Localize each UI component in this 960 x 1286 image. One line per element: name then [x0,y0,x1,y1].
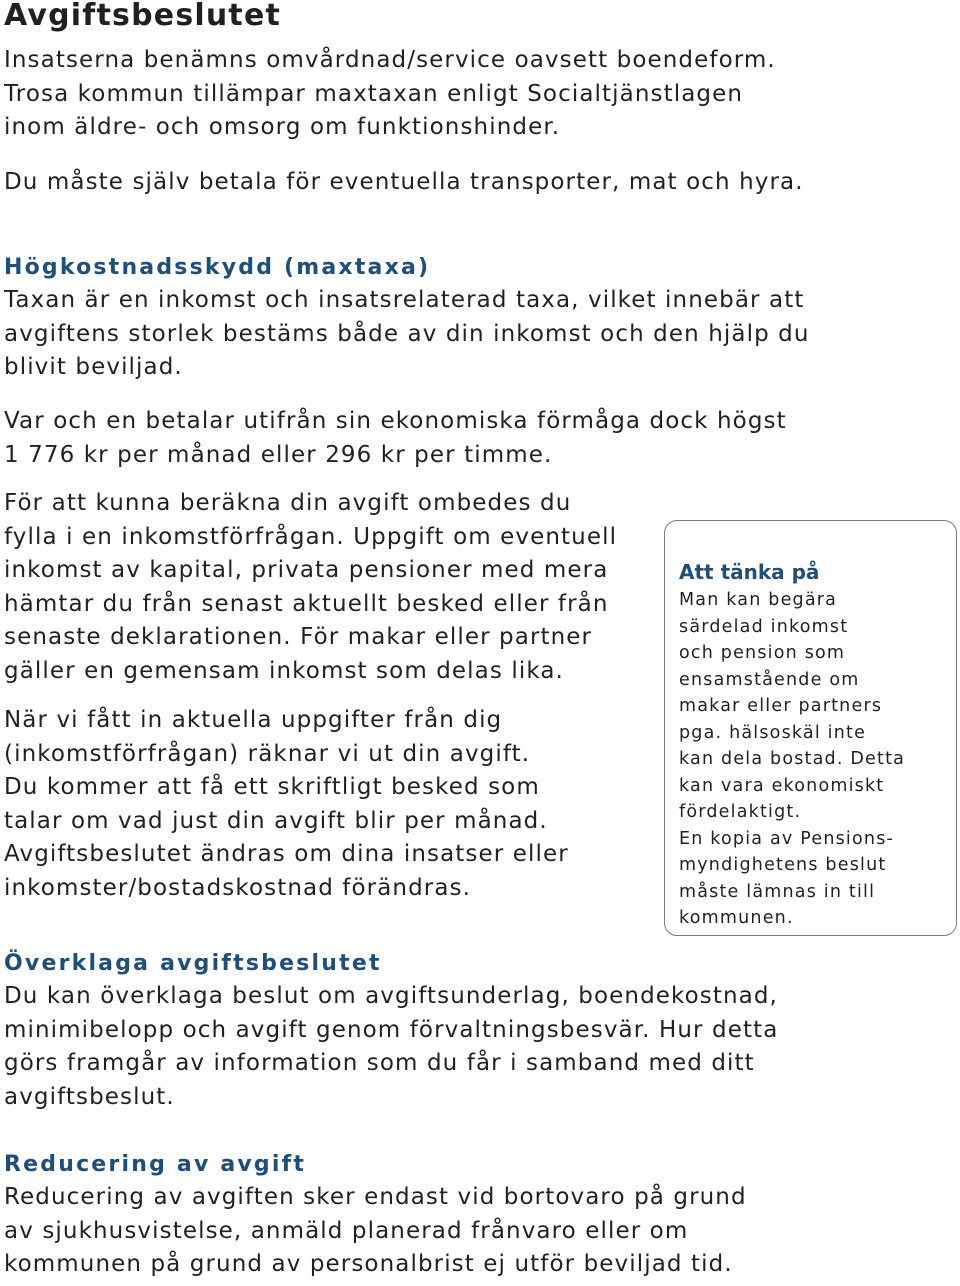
hogkostnadsskydd-paragraph-1 [4,284,810,385]
sidebox-line: kan dela bostad. Detta [679,749,906,769]
hogkostnadsskydd-paragraph-4 [4,704,569,906]
paragraph-line: Du kan överklaga beslut om avgiftsunderlag, boendekostnad, [4,983,778,1009]
sidebox-line: pga. hälsoskäl inte [679,722,867,743]
paragraph-line: Reducering av avgiften sker endast vid bortovaro på grund [4,1184,747,1210]
sidebox-line: Man kan begära [679,590,838,610]
att-tanka-pa-box [664,520,957,936]
sidebox-line: En kopia av Pensions- [679,828,895,849]
paragraph-line: görs framgår av information som du får i samband med ditt [4,1050,755,1077]
intro-line: Insatserna benämns omvårdnad/service oavsett boendeform. [4,47,776,73]
paragraph-line: gäller en gemensam inkomst som delas lika. [4,657,564,684]
paragraph-line: För att kunna beräkna din avgift ombedes du [4,490,572,516]
paragraph-line: senaste deklarationen. För makar eller partner [4,624,593,651]
sidebox-title: Att tänka på [679,560,820,584]
sidebox-line: kan vara ekonomiskt [679,775,885,796]
hogkostnadsskydd-paragraph-3 [4,487,617,689]
paragraph-line: Var och en betalar utifrån sin ekonomiska förmåga dock högst [4,408,787,434]
paragraph-line: När vi fått in aktuella uppgifter från dig [4,707,503,733]
self-pay-line: Du måste själv betala för eventuella transporter, mat och hyra. [4,169,804,195]
paragraph-line: avgiftsbeslut. [4,1083,175,1110]
paragraph-line: kommunen på grund av personalbrist ej utför beviljad tid. [4,1251,733,1278]
sidebox-text [679,587,905,932]
heading-overklaga: Överklaga avgiftsbeslutet [4,951,382,976]
paragraph-line: fylla i en inkomstförfrågan. Uppgift om eventuell [4,523,618,550]
overklaga-paragraph [4,980,778,1114]
paragraph-line: Avgiftsbeslutet ändras om dina insatser eller [4,841,569,868]
sidebox-line: fördelaktigt. [679,802,802,822]
self-pay-paragraph [4,166,804,200]
sidebox-line: makar eller partners [679,696,883,716]
paragraph-line: talar om vad just din avgift blir per månad. [4,807,548,834]
sidebox-line: och pension som [679,643,846,663]
paragraph-line: blivit beviljad. [4,354,183,381]
intro-line: Trosa kommun tillämpar maxtaxan enligt Socialtjänstlagen [4,80,744,107]
paragraph-line: minimibelopp och avgift genom förvaltningsbesvär. Hur detta [4,1016,779,1043]
heading-reducering: Reducering av avgift [4,1152,307,1177]
sidebox-line: myndighetens beslut [679,855,887,875]
page-title: Avgiftsbeslutet [4,0,282,33]
sidebox-line: kommunen. [679,908,794,928]
paragraph-line: Taxan är en inkomst och insatsrelaterad taxa, vilket innebär att [4,287,805,313]
intro-paragraph [4,44,776,145]
paragraph-line: inkomster/bostadskostnad förändras. [4,874,472,901]
paragraph-line: hämtar du från senast aktuellt besked eller från [4,590,609,617]
paragraph-line: avgiftens storlek bestäms både av din inkomst och den hjälp du [4,320,810,347]
paragraph-line: av sjukhusvistelse, anmäld planerad frånvaro eller om [4,1217,689,1244]
paragraph-line: Du kommer att få ett skriftligt besked som [4,774,540,801]
reducering-paragraph [4,1181,747,1282]
paragraph-line: (inkomstförfrågan) räknar vi ut din avgift. [4,740,531,767]
hogkostnadsskydd-paragraph-2 [4,405,787,472]
paragraph-line: inkomst av kapital, privata pensioner med mera [4,557,609,584]
sidebox-line: ensamstående om [679,669,860,690]
sidebox-line: måste lämnas in till [679,881,876,902]
sidebox-line: särdelad inkomst [679,616,849,637]
heading-hogkostnadsskydd: Högkostnadsskydd (maxtaxa) [4,255,431,280]
paragraph-line: 1 776 kr per månad eller 296 kr per timme. [4,441,553,468]
intro-line: inom äldre- och omsorg om funktionshinder. [4,114,561,141]
